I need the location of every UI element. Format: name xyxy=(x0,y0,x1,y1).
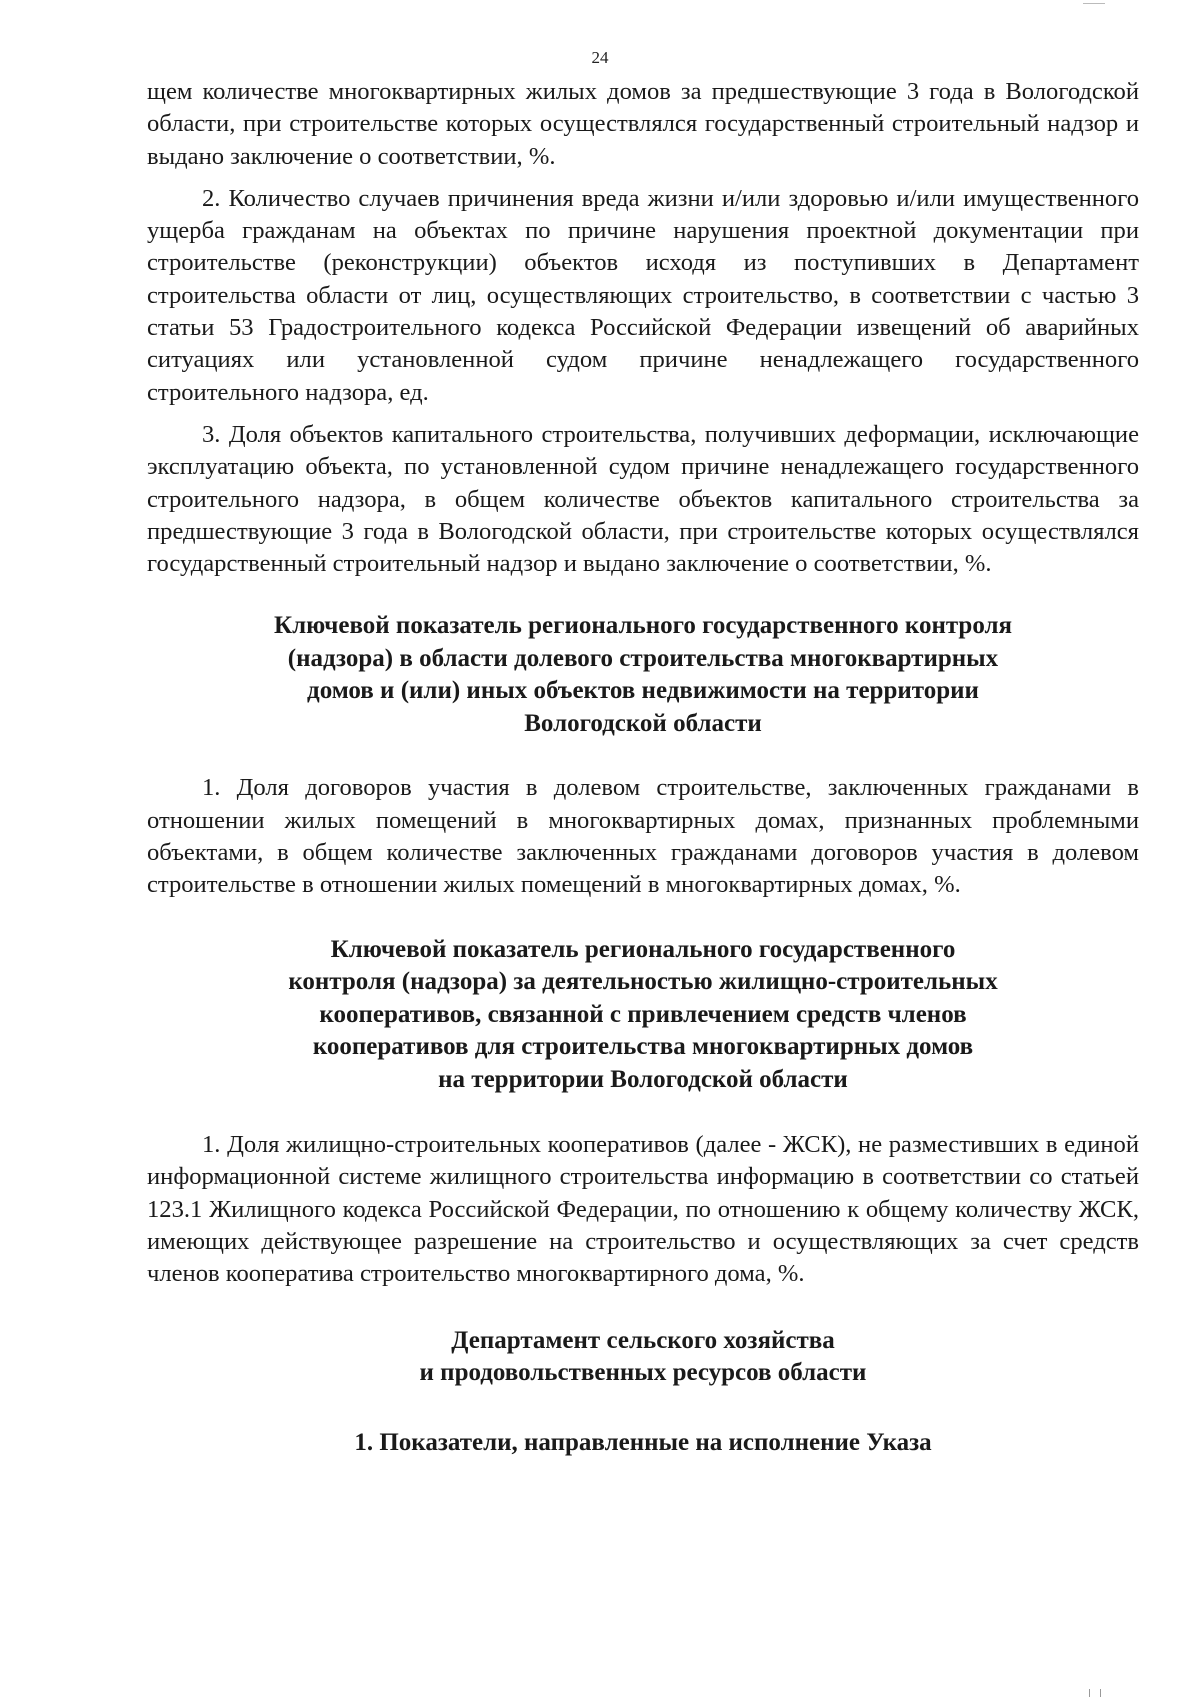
paragraph-shared-construction-item-1: 1. Доля договоров участия в долевом строительстве, заключенных гражданами в отношении жилых помещений в многоквартирных домах, признанных проблемными объектами, в общем количестве заключенных гражданами договоров участия в долевом строительстве в отношении жилых помещений в многоквартирных домах, %. xyxy=(147,774,1139,899)
heading-line: домов и (или) иных объектов недвижимости на территории xyxy=(307,677,979,705)
heading-line: Департамент сельского хозяйства xyxy=(451,1326,835,1354)
paragraph-item-3: 3. Доля объектов капитального строительства, получивших деформации, исключающие эксплуатацию объекта, по установленной судом причине ненадлежащего государственного строительного надзора, в общем количестве объектов капитального строительства за предшествующие 3 года в Вологодской области, при строительстве которых осуществлялся государственный строительный надзор и выдано заключение о соответствии, %. xyxy=(147,420,1139,578)
section-heading-shared-construction xyxy=(147,610,1139,740)
heading-line: и продовольственных ресурсов области xyxy=(419,1359,867,1387)
document-body xyxy=(147,76,1139,1459)
page-number: 24 xyxy=(591,48,609,67)
section-heading-agriculture-department xyxy=(147,1325,1139,1390)
paragraph-continuation: щем количестве многоквартирных жилых домов за предшествующие 3 года в Вологодской области, при строительстве которых осуществлялся государственный строительный надзор и выдано заключение о соответствии, %. xyxy=(147,78,1139,170)
heading-line: кооперативов, связанной с привлечением средств членов xyxy=(319,1000,967,1028)
scan-mark-top xyxy=(1083,0,1105,4)
subsection-heading-decree-indicators: 1. Показатели, направленные на исполнение Указа xyxy=(354,1428,932,1456)
paragraph-cooperatives-item-1: 1. Доля жилищно-строительных кооперативов (далее - ЖСК), не разместивших в единой информационной системе жилищного строительства информацию в соответствии со статьей 123.1 Жилищного кодекса Российской Федерации, по отношению к общему количеству ЖСК, имеющих действующее разрешение на строительство и осуществляющих за счет средств членов кооператива строительство многоквартирного дома, %. xyxy=(147,1131,1139,1288)
scan-mark-bottom xyxy=(1089,1689,1101,1697)
heading-line: Ключевой показатель регионального государственного xyxy=(330,935,956,963)
heading-line: Ключевой показатель регионального государственного контроля xyxy=(273,612,1013,640)
heading-line: Вологодской области xyxy=(524,709,762,737)
heading-line: на территории Вологодской области xyxy=(438,1065,848,1093)
heading-line: контроля (надзора) за деятельностью жилищно-строительных xyxy=(288,968,998,996)
section-heading-housing-cooperatives xyxy=(147,934,1139,1097)
heading-line: кооперативов для строительства многоквартирных домов xyxy=(312,1033,974,1061)
heading-line: (надзора) в области долевого строительства многоквартирных xyxy=(287,644,999,672)
paragraph-item-2: 2. Количество случаев причинения вреда жизни и/или здоровью и/или имущественного ущерба гражданам на объектах по причине нарушения проектной документации при строительстве (реконструкции) объектов исходя из поступивших в Департамент строительства области от лиц, осуществляющих строительство, в соответствии с частью 3 статьи 53 Градостроительного кодекса Российской Федерации извещений об аварийных ситуациях или установленной судом причине ненадлежащего государственного строительного надзора, ед. xyxy=(147,184,1139,406)
